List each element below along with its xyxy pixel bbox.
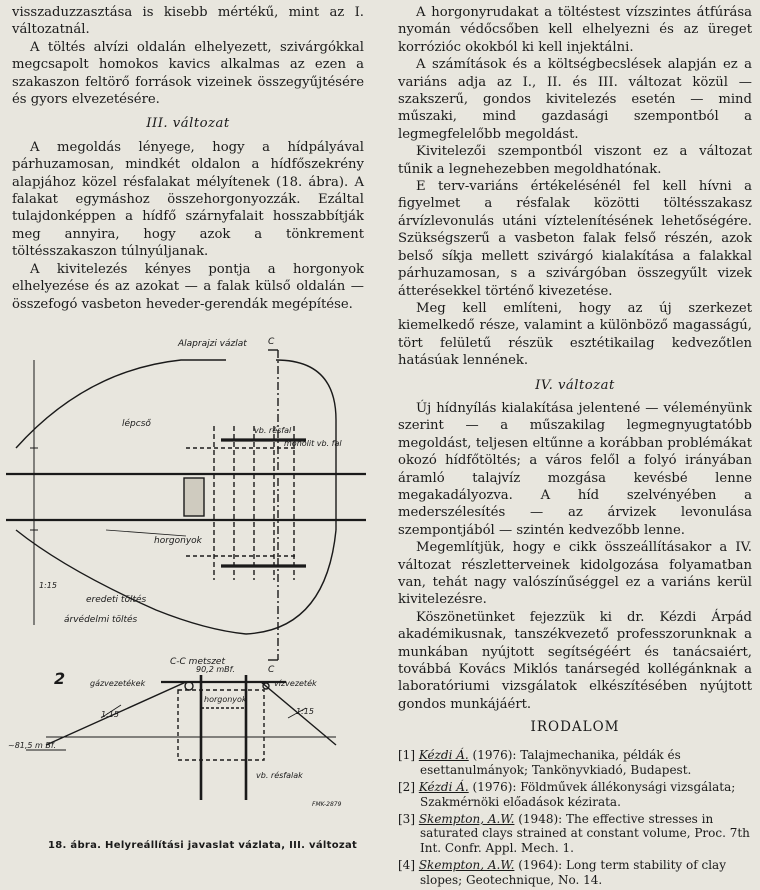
label-monolit-vb-fal: monolit vb. fal [284, 439, 342, 448]
reference-item: [3] Skempton, A.W. (1948): The effective stresses in saturated clays strained at constant volume, Proc. 7th Int. Confr. Appl. Mech. 1. [398, 812, 750, 855]
plan-lower-right [246, 530, 336, 634]
paragraph: Megemlítjük, hogy e cikk összeállításakor a IV. változat részletterveinek kidolgozása folyamatban van, tehát nagy valószínűséggel ez a variáns kerül kivitelezésre. [398, 540, 752, 608]
pier-block [184, 478, 204, 516]
label-arvedelmi-toltes: árvédelmi töltés [64, 615, 138, 625]
right-column [398, 4, 752, 713]
label-horgonyok: horgonyok [154, 536, 202, 546]
section-heading: III. változat [146, 116, 230, 132]
label-lepcso: lépcső [122, 419, 151, 429]
paragraph: A kivitelezés kényes pontja a horgonyok elhelyezése és az azokat — a falak külső oldalán — összefogó vasbeton heveder-gerendák megépítése. [12, 261, 364, 312]
paragraph: A töltés alvízi oldalán elhelyezett, szivárgókkal megcsapolt homokos kavics alkalmas az ezen a szakaszon feltörő források vizeinek összegyűjtésére és gyors elvezetésére. [12, 39, 364, 108]
reference-item: [4] Skempton, A.W. (1964): Long term stability of clay slopes; Geotechnique, No. 14. [398, 858, 726, 887]
label-vb-resfalak: vb. résfalak [256, 771, 303, 780]
section-embankment [46, 682, 336, 745]
plan-upper-outline [16, 360, 226, 448]
reference-item: [1] Kézdi Á. (1976): Talajmechanika, példák és esettanulmányok; Tankönyvkiadó, Budapest. [398, 748, 692, 777]
cut-label: C [268, 337, 275, 347]
label-vb-resfal: vb. résfal [254, 426, 292, 435]
paragraph: A horgonyrudakat a töltéstest vízszintes átfúrása nyomán védőcsőben kell elhelyezni és az üreget korrózióс okokból ki kell injektálni. [398, 5, 752, 55]
section-heading: IV. változat [535, 377, 615, 393]
label-slope: 1:15 [101, 710, 119, 719]
paragraph: Meg kell említeni, hogy az új szerkezet kiemelkedő része, valamint a különböző magasságú, tört felületű részük esztétikailag kedvezőtlen hatásúak lennének. [398, 300, 752, 369]
references-title: IRODALOM [530, 719, 620, 735]
label-vizvezetek: vízvezeték [274, 679, 317, 688]
page-marker: 2 [54, 669, 66, 688]
paragraph: Kivitelezői szempontból viszont ez a változat tűnik a legnehezebben megoldhatónak. [398, 144, 752, 177]
label-slope: 1:15 [39, 581, 57, 590]
figure-18-sketch [6, 330, 366, 850]
references [398, 720, 752, 890]
reference-item: [2] Kézdi Á. (1976): Földművek állékonysági vizsgálata; Szakmérnöki előadások kézirata. [398, 780, 736, 809]
stamp: FMK-2879 [312, 801, 342, 808]
paragraph: A megoldás lényege, hogy a hídpályával párhuzamosan, mindkét oldalon a hídfőszekrény alapjához közel résfalakat mélyítenek (18. ábra). A falakat egymáshoz összehorgonyozzák. Ezáltal tulajdonképpen a hídfő szárnyfalait hosszabbítják meg annyira, hogy azok a tönkrement töltésszakaszon túlnyúljanak. [12, 139, 364, 260]
left-column [12, 4, 364, 313]
paragraph: A számítások és a költségbecslések alapján ez a variáns adja az I., II. és III. változat közül — szakszerű, gondos kivitelezés esetén — mind műszaki, mind gazdasági szempontból a legmegfelelőbb megoldást. [398, 57, 752, 142]
paragraph: Új hídnyílás kialakítása jelentené — véleményünk szerint — a műszakilag legmegnyugtatóbb megoldást, teljesen eltűnne a korábban problémákat okozó hídfőtöltés; a város felől a folyó irányában áramló talajvíz mozgása kevésbé lenne megakadályozva. A híd szelvényében a mederszélesítés — az árvizek levonulása szempontjából — szintén kedvezőbb lenne. [398, 400, 752, 538]
label-eredeti-toltes: eredeti töltés [86, 595, 147, 605]
section-title: C-C metszet [170, 657, 225, 667]
label-gazvezetekek: gázvezetékek [90, 679, 146, 688]
gas-pipe [185, 682, 193, 690]
plan-title: Alaprajzi vázlat [178, 339, 247, 349]
paragraph: visszaduzzasztása is kisebb mértékű, mint az I. változatnál. [12, 5, 364, 38]
label-elevation-top: 90,2 mBf. [196, 665, 235, 674]
figure-caption: 18. ábra. Helyreállítási javaslat vázlata, III. változat [48, 840, 358, 851]
paragraph: E terv-variáns értékelésénél fel kell hívni a figyelmet a résfalak közötti töltésszakasz árvízlevonulás utáni víztelenítésének lehetőségére. Szükségszerű a vasbeton falak felső részén, azok belső síkja mellett szivárgó kialakítása a falakkal párhuzamosan, s a szivárgóban összegyűlt vizek átterésekkel történő kivezetése. [398, 179, 752, 299]
label-slope: 1:15 [296, 707, 314, 716]
label-elevation-left: ~81,5 m Bf. [8, 741, 57, 750]
label-horgonyok: horgonyok [204, 695, 247, 704]
paragraph: Köszönetünket fejezzük ki dr. Kézdi Árpád akadémikusnak, tanszékvezető professzorunknak a munkában nyújtott segítségéért és tanácsaiért, továbbá Kovács Miklós tanársegéd kollégánknak a laboratóriumi vizsgálatok elkészítésében nyújtott gondos munkájáért. [398, 609, 752, 712]
cut-label: C [268, 665, 275, 675]
